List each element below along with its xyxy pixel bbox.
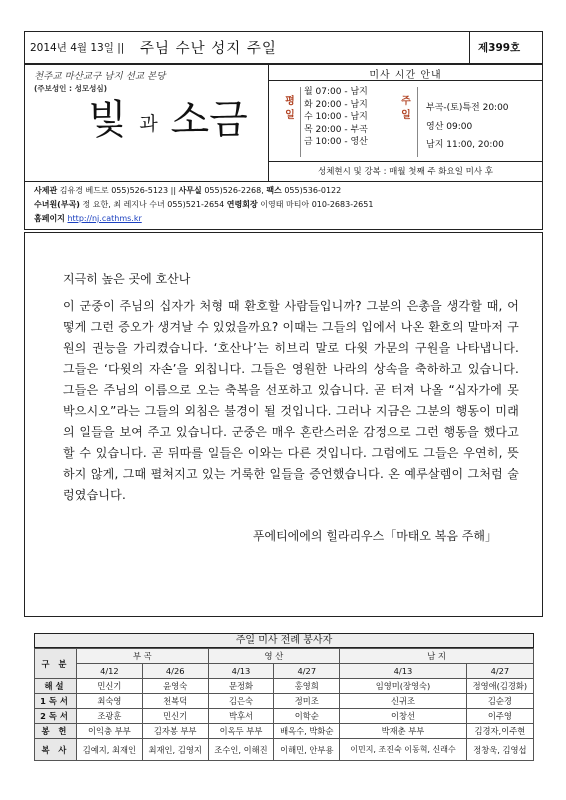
- table-row: [35, 709, 534, 724]
- table-cell: 임영미(장영숙): [340, 679, 467, 694]
- table-cell: 이민지, 조진숙 이동혁, 신래수: [340, 739, 467, 761]
- table-cell: 김은숙: [208, 694, 274, 709]
- sunday-divider: [417, 87, 418, 157]
- group-header: 영 산: [208, 649, 340, 664]
- liturgical-day-title: 주님 수난 성지 주일: [140, 41, 277, 57]
- table-cell: 민신기: [142, 709, 208, 724]
- table-cell: 박재춘 부부: [340, 724, 467, 739]
- table-cell: 신귀조: [340, 694, 467, 709]
- reflection-body: 이 군중이 주님의 십자가 처형 때 환호할 사람들입니까? 그분의 은총을 생각할 때, 어떻게 그런 증오가 생겨날 수 있었을까요? 이때는 그들의 입에서 나온 환호의 말마저 구원의 권능을 가리켰습니다. ‘호산나’는 히브리 말로 다윗 가문의 구원을 나타냅니다. 그들은 ‘다윗의 자손’을 외칩니다. 그들은 영원한 나라의 상속을 축하하고 있습니다. 그들은 주님의 이름으로 오는 축복을 선포하고 있습니다. 곧 터져 나올 “십자가에 못 박으시오”라는 그들의 외침은 불경이 될 것입니다. 그러나 지금은 그분의 행동이 미래의 일들을 보여 주고 있습니다. 군중은 매우 혼란스러운 감정으로 그런 행동을 했다고 할 수 있습니다. 곧 뒤따를 일들은 이와는 다른 것입니다. 그럼에도 그들은 우연히, 뜻하지 않게, 그때 펼쳐지고 있는 거룩한 일들을 증언했습니다. 온 예루살렘이 그처럼 술렁였습니다.: [63, 299, 519, 502]
- contact-line-convent: [34, 199, 373, 210]
- sunday-mass-list: [426, 99, 509, 155]
- rectory-contact: 김유경 베드로 055)526-5123 ||: [59, 186, 177, 195]
- role-cell: 해설: [35, 679, 77, 694]
- serving-table: [34, 648, 534, 761]
- table-row: [35, 694, 534, 709]
- convent-contact: 정 요한, 최 레지나 수녀 055)521-2654: [82, 200, 225, 209]
- contact-line-rectory: [34, 185, 341, 196]
- table-row: [35, 724, 534, 739]
- office-label: 사무실: [178, 186, 202, 195]
- rectory-label: 사제관: [34, 186, 58, 195]
- date-header: 4/27: [466, 664, 533, 679]
- table-cell: 배옥수, 박화순: [274, 724, 340, 739]
- table-cell: 조광훈: [77, 709, 143, 724]
- weekday-mass-item: 목 20:00 - 부곡: [304, 124, 368, 135]
- issue-date: 2014년 4월 13일 ||: [30, 42, 125, 54]
- sunday-mass-item: 부곡-(토)특전 20:00: [426, 103, 509, 113]
- logo-word-light: 빛: [88, 97, 127, 143]
- convent-label: 수녀원(부곡): [34, 200, 80, 209]
- reflection-title: 지극히 높은 곳에 호산나: [63, 272, 191, 286]
- adoration-note: 성체현시 및 강복 : 매월 첫째 주 화요일 미사 후: [318, 167, 493, 177]
- role-header: 구 분: [35, 649, 77, 679]
- table-cell: 이학순: [274, 709, 340, 724]
- table-cell: 정미조: [274, 694, 340, 709]
- table-cell: 민신기: [77, 679, 143, 694]
- logo-word-and: 과: [139, 113, 158, 135]
- fax-label: 팩스: [266, 186, 282, 195]
- weekday-divider: [300, 87, 301, 157]
- fax-number: 055)536-0122: [284, 186, 342, 195]
- contact-line-homepage: [34, 213, 142, 224]
- table-cell: 최숙영: [77, 694, 143, 709]
- table-cell: 천복덕: [142, 694, 208, 709]
- weekday-mass-list: [304, 86, 368, 149]
- sunday-mass-item: 남지 11:00, 20:00: [426, 140, 504, 150]
- table-cell: 윤영숙: [142, 679, 208, 694]
- weekday-mass-item: 화 20:00 - 남지: [304, 99, 368, 110]
- logo-word-salt: 소금: [170, 97, 248, 143]
- issue-number: 제399호: [478, 42, 521, 54]
- weekday-label: 평일: [285, 96, 295, 121]
- table-cell: 이익충 부부: [77, 724, 143, 739]
- date-header: 4/13: [208, 664, 274, 679]
- reflection-source: 푸에티에에의 힐라리우스「마태오 복음 주해」: [252, 529, 497, 543]
- group-header: 부 곡: [77, 649, 209, 664]
- funeral-assoc-contact: 이영태 마티아 010-2683-2651: [260, 200, 374, 209]
- office-phone: 055)526-2268,: [204, 186, 264, 195]
- weekday-mass-item: 월 07:00 - 남지: [304, 87, 368, 97]
- homepage-label: 홈페이지: [34, 214, 65, 223]
- date-header: 4/26: [142, 664, 208, 679]
- table-row: [35, 679, 534, 694]
- note-divider: [268, 161, 543, 162]
- table-cell: 박후서: [208, 709, 274, 724]
- sunday-label: 주일: [401, 96, 411, 121]
- group-header: 남 지: [340, 649, 534, 664]
- table-cell: 이옥두 부부: [208, 724, 274, 739]
- header-divider: [469, 31, 470, 64]
- mass-times-title: 미사 시간 안내: [369, 70, 442, 81]
- table-cell: 조수인, 이해진: [208, 739, 274, 761]
- table-row: [35, 649, 534, 664]
- table-row: [35, 664, 534, 679]
- funeral-assoc-label: 연령회장: [226, 200, 258, 209]
- bulletin-logo: [88, 97, 248, 143]
- table-cell: 이주영: [466, 709, 533, 724]
- table-cell: 문정화: [208, 679, 274, 694]
- weekday-mass-item: 금 10:00 - 영산: [304, 137, 368, 147]
- table-row: [35, 739, 534, 761]
- homepage-link[interactable]: http://nj.cathms.kr: [67, 214, 142, 223]
- serving-table-title: 주일 미사 전례 봉사자: [34, 633, 534, 648]
- date-header: 4/27: [274, 664, 340, 679]
- table-cell: 홍영희: [274, 679, 340, 694]
- table-cell: 김경자,이주현: [466, 724, 533, 739]
- table-cell: 정영애(김경화): [466, 679, 533, 694]
- table-cell: 최재인, 김영지: [142, 739, 208, 761]
- role-cell: 봉 헌: [35, 724, 77, 739]
- role-cell: 2독서: [35, 709, 77, 724]
- table-cell: 이창선: [340, 709, 467, 724]
- sunday-mass-item: 영산 09:00: [426, 121, 473, 132]
- role-cell: 복 사: [35, 739, 77, 761]
- table-cell: 김예지, 최재인: [77, 739, 143, 761]
- weekday-mass-item: 수 10:00 - 남지: [304, 112, 368, 122]
- table-cell: 이해민, 안부용: [274, 739, 340, 761]
- table-cell: 정창욱, 김영섭: [466, 739, 533, 761]
- table-cell: 김자봉 부부: [142, 724, 208, 739]
- role-cell: 1독서: [35, 694, 77, 709]
- date-header: 4/13: [340, 664, 467, 679]
- patron-saint: (주보성인 : 성모성심): [34, 84, 108, 93]
- date-header: 4/12: [77, 664, 143, 679]
- table-cell: 김순경: [466, 694, 533, 709]
- church-name: 천주교 마산교구 남지 선교 본당: [34, 71, 166, 82]
